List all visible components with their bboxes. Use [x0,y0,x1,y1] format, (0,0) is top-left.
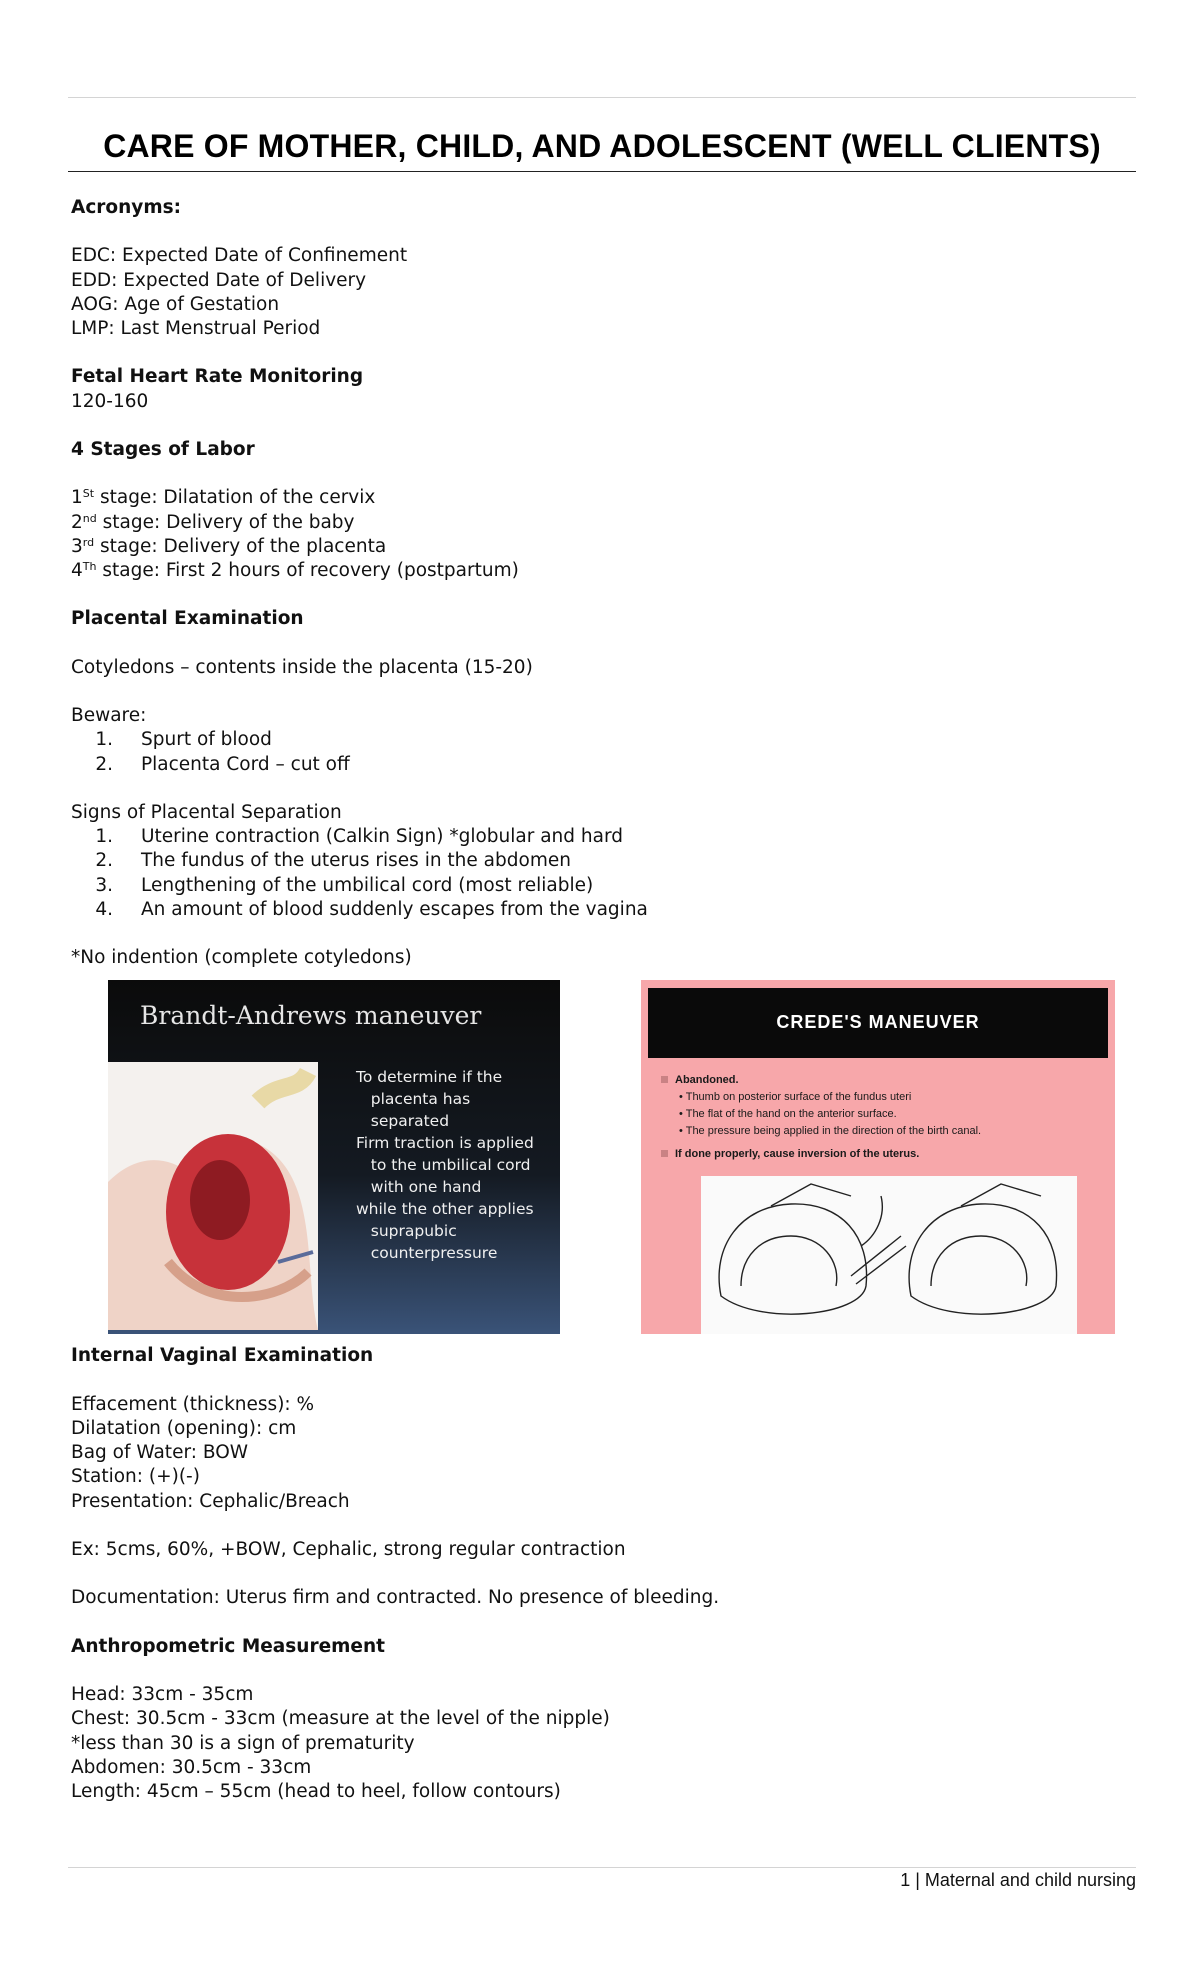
maneuver-images [71,980,1131,1334]
signs-list [71,825,1131,922]
crede-bullets: Abandoned. • Thumb on posterior surface of the fundus uteri • The flat of the hand on the anterior surface. • The pressure being applied in the direction of the birth canal. If done properly, cause inversion of the uterus. [661,1072,1101,1163]
document-body [71,196,1131,1804]
ive-item: Station: (+)(-) [71,1466,200,1488]
crede-title: CREDE'S MANEUVER [776,1012,980,1033]
list-item: 1. Spurt of blood [95,729,272,751]
acronyms-heading: Acronyms: [71,197,182,218]
beware-list [71,728,1131,776]
crede-maneuver-image [641,980,1115,1334]
labor-stage: 3rd stage: Delivery of the placenta [71,535,387,557]
brandt-andrews-image [108,980,560,1334]
labor-heading: 4 Stages of Labor [71,438,255,460]
title-underline [68,171,1136,172]
cotyledons-text: Cotyledons – contents inside the placenta (15-20) [71,656,533,678]
anthro-heading: Anthropometric Measurement [71,1635,385,1657]
ive-item: Effacement (thickness): % [71,1393,315,1415]
ive-heading: Internal Vaginal Examination [71,1345,374,1367]
bullet-icon [661,1076,668,1083]
page-title: CARE OF MOTHER, CHILD, AND ADOLESCENT (WELL CLIENTS) [103,128,1101,164]
list-item: 2. The fundus of the uterus rises in the abdomen [95,850,571,872]
labor-stage: 2nd stage: Delivery of the baby [71,511,355,533]
brandt-andrews-title: Brandt-Andrews maneuver [140,1001,482,1031]
placental-heading: Placental Examination [71,608,304,630]
ive-item: Bag of Water: BOW [71,1442,249,1464]
acronym-item: AOG: Age of Gestation [71,293,280,315]
signs-label: Signs of Placental Separation [71,801,342,823]
anthro-item: *less than 30 is a sign of prematurity [71,1732,415,1754]
ive-item: Dilatation (opening): cm [71,1417,297,1439]
header-rule [68,97,1136,98]
list-item: 4. An amount of blood suddenly escapes from the vagina [95,898,648,920]
crede-title-band [648,988,1108,1058]
footer-rule [68,1867,1136,1868]
labor-stage: 1St stage: Dilatation of the cervix [71,487,376,509]
ive-example: Ex: 5cms, 60%, +BOW, Cephalic, strong regular contraction [71,1538,626,1560]
list-item: 3. Lengthening of the umbilical cord (most reliable) [95,874,594,896]
page-footer: 1 | Maternal and child nursing [900,1870,1136,1890]
crede-illustration [701,1176,1077,1334]
acronym-item: LMP: Last Menstrual Period [71,318,321,339]
anthro-item: Head: 33cm - 35cm [71,1684,254,1706]
brandt-andrews-caption: To determine if the placenta has separated Firm traction is applied to the umbilical cord with one hand while the other applies suprapubic counterpressure [356,1068,534,1263]
list-item: 2. Placenta Cord – cut off [95,753,350,775]
fhr-heading: Fetal Heart Rate Monitoring [71,366,364,388]
list-item: 1. Uterine contraction (Calkin Sign) *globular and hard [95,826,623,848]
labor-stage: 4Th stage: First 2 hours of recovery (postpartum) [71,559,519,581]
acronym-item: EDC: Expected Date of Confinement [71,245,408,267]
fhr-value: 120-160 [71,390,149,412]
ive-documentation: Documentation: Uterus firm and contracted. No presence of bleeding. [71,1587,720,1609]
ive-item: Presentation: Cephalic/Breach [71,1490,350,1512]
uterus-illustration [108,1062,318,1330]
bullet-icon [661,1150,668,1157]
anthro-item: Length: 45cm – 55cm (head to heel, follow contours) [71,1780,561,1802]
beware-label: Beware: [71,705,147,727]
anthro-item: Abdomen: 30.5cm - 33cm [71,1756,312,1778]
cotyledons-note: *No indention (complete cotyledons) [71,947,412,969]
acronym-item: EDD: Expected Date of Delivery [71,269,367,291]
anthro-item: Chest: 30.5cm - 33cm (measure at the level of the nipple) [71,1708,610,1730]
